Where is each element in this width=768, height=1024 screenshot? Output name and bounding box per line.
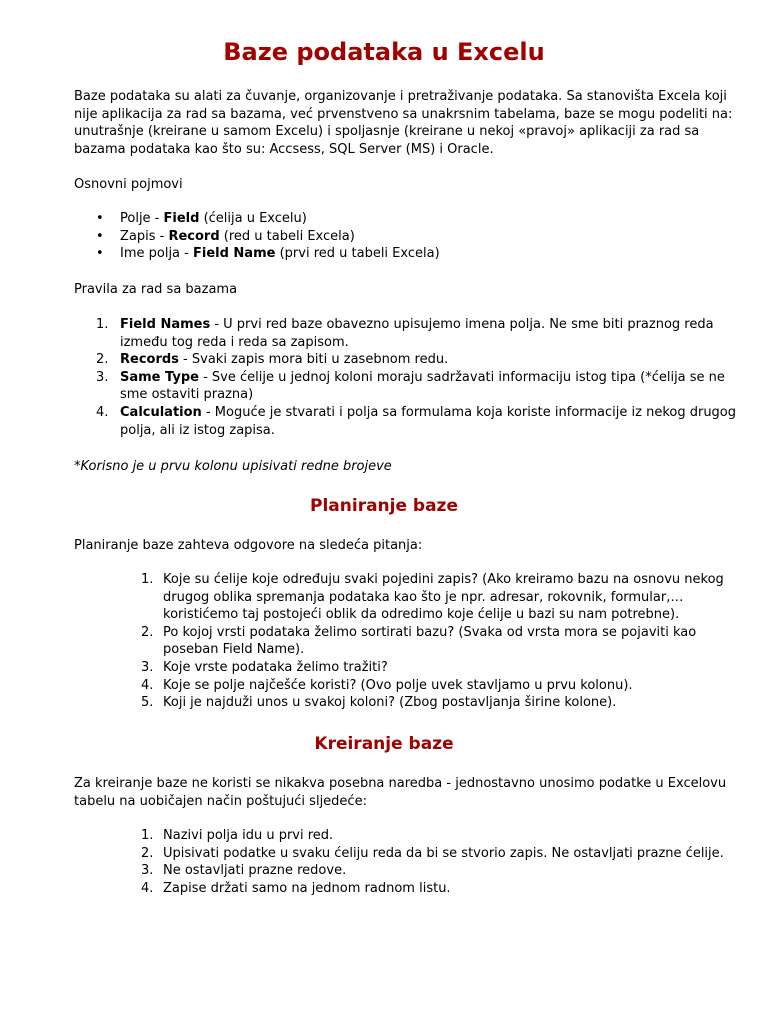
list-item: [74, 845, 739, 863]
list-item: [74, 228, 739, 246]
item-number: 4.: [96, 404, 109, 420]
intro-section: [74, 88, 739, 158]
basics-list-block: [74, 210, 739, 263]
item-term: Records: [120, 352, 179, 368]
item-number: 2.: [96, 352, 109, 368]
rules-section: [74, 281, 739, 299]
list-item: [74, 624, 739, 659]
basics-heading: Osnovni pojmovi: [74, 177, 183, 192]
rules-heading: Pravila za rad sa bazama: [74, 282, 238, 297]
intro-paragraph: Baze podataka su alati za čuvanje, organizovanje i pretraživanje podataka. Sa stanovišta Excela koji nije aplikacija za rad sa bazama, već prvenstveno sa unakrsnim tabelama, baze se mogu podeliti na: unutrašnje (kreirane u samom Excelu) i spoljasnje (kreirane u nekoj «pravoj» aplikaciji za rad sa bazama podataka kao što su: Accsess, SQL Server (MS) i Oracle.: [74, 89, 733, 157]
list-item: [74, 659, 739, 677]
basics-section: [74, 176, 739, 194]
item-text: - Moguće je stvarati i polja sa formulama koja koriste informacije iz nekog drugog polja, ali iz istog zapisa.: [120, 404, 737, 438]
item-number: 4.: [141, 677, 154, 693]
item-number: 3.: [141, 659, 154, 675]
list-item: [74, 862, 739, 880]
planning-intro: Planiranje baze zahteva odgovore na sledeća pitanja:: [74, 538, 423, 553]
list-item: [74, 694, 739, 712]
list-item: [74, 316, 739, 351]
list-item: [74, 880, 739, 898]
item-text: Koji je najduži unos u svakoj koloni? (Zbog postavljanja širine kolone).: [163, 695, 617, 711]
planning-list-block: [74, 571, 739, 712]
item-term: Same Type: [120, 369, 199, 385]
note-text: Korisno je u prvu kolonu upisivati redne brojeve: [80, 459, 392, 474]
item-text: Upisivati podatke u svaku ćeliju reda da bi se stvorio zapis. Ne ostavljati prazne ćelije.: [163, 845, 724, 861]
item-number: 1.: [141, 572, 154, 587]
item-number: 3.: [96, 369, 109, 385]
item-text: Zapise držati samo na jednom radnom listu.: [163, 880, 451, 896]
rules-list-block: [74, 316, 739, 439]
item-term: Field Names: [120, 317, 211, 332]
item-text: Koje se polje najčešće koristi? (Ovo polje uvek stavljamo u prvu kolonu).: [163, 677, 633, 693]
item-text: Koje vrste podataka želimo tražiti?: [163, 659, 388, 675]
item-number: 1.: [96, 317, 109, 332]
note-star: *: [74, 459, 81, 474]
bullet-icon: •: [96, 228, 104, 244]
item-term: Calculation: [120, 404, 202, 420]
list-item: [74, 827, 739, 845]
list-item: [74, 210, 739, 228]
creating-list: [74, 827, 739, 897]
item-number: 4.: [141, 880, 154, 896]
list-item: [74, 245, 739, 263]
list-item: [74, 571, 739, 624]
item-prefix: Ime polja -: [120, 246, 193, 262]
item-prefix: Zapis -: [120, 228, 169, 244]
item-number: 1.: [141, 828, 154, 843]
page-title: Baze podataka u Excelu: [223, 38, 545, 66]
rules-list: [74, 316, 739, 439]
item-prefix: Polje -: [120, 211, 164, 226]
item-number: 3.: [141, 863, 154, 879]
item-term: Record: [168, 228, 220, 244]
item-suffix: (ćelija u Excelu): [199, 211, 307, 226]
item-number: 2.: [141, 624, 154, 640]
item-suffix: (prvi red u tabeli Excela): [275, 246, 440, 262]
item-text: Nazivi polja idu u prvi red.: [163, 828, 334, 843]
item-number: 2.: [141, 845, 154, 861]
item-text: Koje su ćelije koje određuju svaki pojedini zapis? (Ako kreiramo bazu na osnovu nekog drugog oblika spremanja podataka kao što je npr. adresar, rokovnik, formular,… koristićemo taj postojeći oblik da odredimo koje ćelije u bazi su nam potrebne).: [163, 572, 724, 623]
creating-heading: Kreiranje baze: [314, 734, 454, 754]
item-suffix: (red u tabeli Excela): [219, 228, 355, 244]
planning-heading: Planiranje baze: [310, 496, 458, 516]
item-term: Field: [163, 211, 200, 226]
list-item: [74, 369, 739, 404]
planning-section: [74, 537, 739, 555]
item-term: Field Name: [192, 246, 276, 262]
item-number: 5.: [141, 695, 154, 711]
creating-list-block: [74, 827, 739, 897]
planning-list: [74, 571, 739, 712]
note-paragraph: [74, 458, 739, 476]
item-text: - U prvi red baze obavezno upisujemo imena polja. Ne sme biti praznog reda između tog reda i reda sa zapisom.: [120, 317, 714, 350]
bullet-icon: •: [96, 211, 104, 226]
creating-intro: Za kreiranje baze ne koristi se nikakva posebna naredba - jednostavno unosimo podatke u Excelovu tabelu na uobičajen način poštujući sljedeće:: [74, 776, 727, 809]
item-text: Ne ostavljati prazne redove.: [163, 863, 347, 879]
rules-note: [74, 458, 739, 476]
item-text: - Sve ćelije u jednoj koloni moraju sadržavati informaciju istog tipa (*ćelija se ne sme ostaviti prazna): [120, 369, 725, 403]
list-item: [74, 351, 739, 369]
list-item: [74, 677, 739, 695]
item-text: Po kojoj vrsti podataka želimo sortirati bazu? (Svaka od vrsta mora se pojaviti kao poseban Field Name).: [163, 624, 697, 658]
item-text: - Svaki zapis mora biti u zasebnom redu.: [178, 352, 449, 368]
creating-section: [74, 775, 739, 810]
bullet-icon: •: [96, 246, 104, 262]
basics-list: [74, 210, 739, 263]
list-item: [74, 404, 739, 439]
